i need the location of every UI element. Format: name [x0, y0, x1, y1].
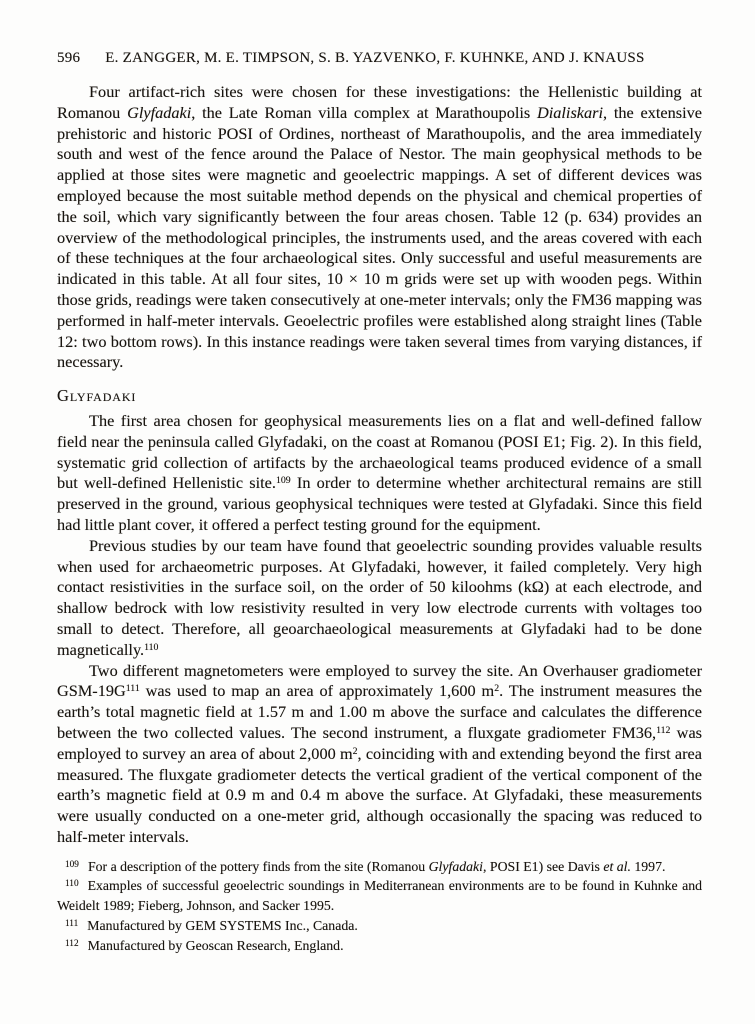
footnote-110	[57, 876, 702, 916]
section-heading-glyfadaki: Glyfadaki	[57, 386, 137, 406]
footnote-marker: 112	[65, 938, 79, 949]
footnote-text: For a description of the pottery finds from the site (Romanou Glyfadaki, POSI E1) see Davis et al. 1997.	[87, 858, 666, 874]
footnote-marker: 109	[65, 859, 79, 870]
page-number: 596	[57, 50, 81, 66]
footnote-text: Manufactured by Geoscan Research, England.	[87, 937, 344, 953]
article-body	[57, 82, 702, 848]
footnote-marker: 111	[65, 919, 79, 930]
paragraph-first-area: The first area chosen for geophysical measurements lies on a flat and well-defined fallow field near the peninsula called Glyfadaki, on the coast at Romanou (POSI E1; Fig. 2). In this field, systematic grid collection of artifacts by the archaeological teams produced evidence of a small but well-defined Hellenistic site.$^{109}$ In order to determine whether architectural remains are still preserved in the ground, various geophysical techniques were tested at Glyfadaki. Since this field had little plant cover, it offered a perfect testing ground for the equipment.	[57, 410, 703, 534]
paragraph-previous-studies: Previous studies by our team have found that geoelectric sounding provides valuable results when used for archaeometric purposes. At Glyfadaki, however, it failed completely. Very high contact resistivities in the surface soil, on the order of 50 kiloohms (kΩ) at each electrode, and shallow bedrock with low resistivity resulted in very low electrode currents with voltages too small to detect. Therefore, all geoarchaeological measurements at Glyfadaki had to be done magnetically.$^{110}$	[57, 535, 702, 659]
page-header	[57, 50, 702, 67]
footnote-112	[57, 936, 702, 956]
footnote-text: Examples of successful geoelectric soundings in Mediterranean environments are to be found in Kuhnke and Weidelt 1989; Fieberg, Johnson, and Sacker 1995.	[57, 878, 702, 914]
footnote-marker: 110	[65, 879, 79, 890]
footnote-text: Manufactured by GEM SYSTEMS Inc., Canada.	[87, 918, 358, 934]
paragraph-intro: Four artifact-rich sites were chosen for these investigations: the Hellenistic building at Romanou Glyfadaki, the Late Roman villa complex at Marathoupolis Dialiskari, the extensive prehistoric and historic POSI of Ordines, northeast of Marathoupolis, and the area immediately south and west of the fence around the Palace of Nestor. The main geophysical methods to be applied at those sites were magnetic and geoelectric mappings. A set of different devices was employed because the most suitable method depends on the physical and chemical properties of the soil, which vary significantly between the four areas chosen. Table 12 (p. 634) provides an overview of the methodological principles, the instruments used, and the areas covered with each of these techniques at the four archaeological sites. Only successful and useful measurements are indicated in this table. At all four sites, 10 × 10 m grids were set up with wooden pegs. Within those grids, readings were taken consecutively at one-meter intervals; only the FM36 mapping was performed in half-meter intervals. Geoelectric profiles were established along straight lines (Table 12: two bottom rows). In this instance readings were taken several times from varying distances, if necessary.	[57, 82, 702, 372]
paragraph-magnetometers: Two different magnetometers were employed to survey the site. An Overhauser gradiometer GSM-$19G^{111}$ was used to map an area of approximately 1,600 $m^2$. The instrument measures the earth’s total magnetic field at 1.57 m and 1.00 m above the surface and calculates the difference between the two collected values. The second instrument, a fluxgate gradiometer FM36,$^{112}$ was employed to survey an area of about 2,000 $m^2$, coinciding with and extending beyond the first area measured. The fluxgate gradiometer detects the vertical gradient of the vertical component of the earth’s magnetic field at 0.9 m and 0.4 m above the surface. At Glyfadaki, these measurements were usually conducted on a one-meter grid, although occasionally the spacing was reduced to half-meter intervals.	[57, 660, 703, 846]
footnote-109	[57, 857, 702, 877]
footnote-list	[57, 857, 702, 956]
running-head: E. ZANGGER, M. E. TIMPSON, S. B. YAZVENKO, F. KUHNKE, AND J. KNAUSS	[105, 50, 645, 66]
footnote-111	[57, 916, 702, 936]
